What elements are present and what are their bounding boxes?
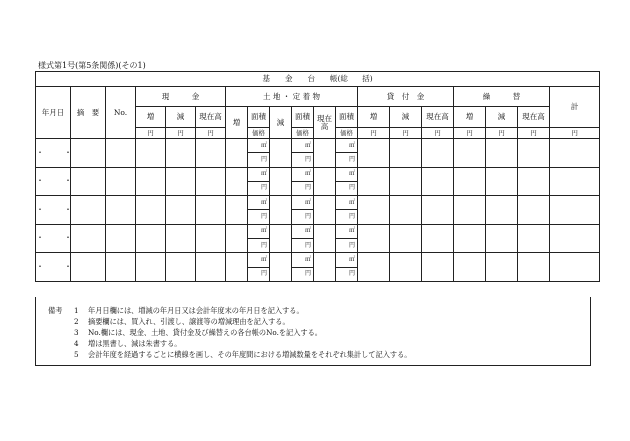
form-number-label: 様式第1号(第5条関係)(その1)	[38, 61, 146, 70]
notes-heading: 備考	[48, 306, 63, 315]
date-cell: ・ ・	[36, 167, 71, 196]
note-item	[74, 350, 411, 360]
note-text: 増は黒書し、減は朱書する。	[88, 339, 182, 348]
cash-cell	[166, 139, 196, 168]
sqm-unit: ㎡	[336, 196, 358, 210]
note-text: 摘要欄には、買入れ、引渡し、譲渡等の増減理由を記入する。	[88, 317, 290, 326]
sqm-unit: ㎡	[336, 139, 358, 153]
yen-unit: 円	[336, 181, 358, 195]
amount-cell	[422, 253, 454, 282]
land-value-cell	[270, 224, 292, 253]
ledger-title: 基 金 台 帳(総 括)	[36, 72, 600, 87]
note-number: 3	[74, 328, 79, 337]
yen-unit: 円	[292, 267, 314, 281]
yen-unit: 円	[136, 128, 166, 139]
yen-unit: 円	[292, 239, 314, 253]
yen-unit: 円	[292, 210, 314, 224]
amount-cell	[518, 167, 550, 196]
amount-cell	[454, 253, 486, 282]
header-cash: 現 金	[136, 87, 226, 107]
amount-cell	[454, 224, 486, 253]
land-value-cell	[270, 196, 292, 225]
table-row	[36, 139, 600, 153]
yen-unit: 円	[486, 128, 518, 139]
land-value-cell	[270, 167, 292, 196]
header-summary: 摘 要	[71, 87, 106, 139]
amount-cell	[550, 253, 600, 282]
yen-unit: 円	[336, 210, 358, 224]
land-inc-price: 価格	[248, 128, 270, 139]
cash-cell	[136, 253, 166, 282]
cash-cell	[196, 253, 226, 282]
cash-cell	[136, 139, 166, 168]
amount-cell	[390, 139, 422, 168]
amount-cell	[550, 167, 600, 196]
note-text: 年月日欄には、増減の年月日又は会計年度末の年月日を記入する。	[88, 306, 304, 315]
cash-cell	[166, 167, 196, 196]
note-item	[74, 339, 181, 349]
sqm-unit: ㎡	[248, 253, 270, 267]
header-land: 土 地 ・ 定 着 物	[226, 87, 358, 107]
note-number: 4	[74, 339, 79, 348]
cash-cell	[136, 196, 166, 225]
sqm-unit: ㎡	[292, 167, 314, 181]
amount-cell	[358, 196, 390, 225]
yen-unit: 円	[422, 128, 454, 139]
yen-unit: 円	[248, 239, 270, 253]
amount-cell	[486, 139, 518, 168]
amount-cell	[550, 139, 600, 168]
transfer-increase: 増	[454, 107, 486, 128]
land-bal-area: 面積	[336, 107, 358, 128]
note-text: 会計年度を経過するごとに横線を画し、その年度間における増減数量をそれぞれ集計して記入する。	[88, 350, 412, 359]
yen-unit: 円	[518, 128, 550, 139]
table-row	[36, 253, 600, 267]
yen-unit: 円	[390, 128, 422, 139]
cash-increase: 増	[136, 107, 166, 128]
amount-cell	[518, 253, 550, 282]
land-value-cell	[226, 167, 248, 196]
no-cell	[106, 224, 136, 253]
land-value-cell	[314, 139, 336, 168]
land-value-cell	[314, 196, 336, 225]
land-inc-area: 面積	[248, 107, 270, 128]
no-cell	[106, 253, 136, 282]
sqm-unit: ㎡	[292, 253, 314, 267]
sqm-unit: ㎡	[292, 139, 314, 153]
sqm-unit: ㎡	[248, 139, 270, 153]
cash-cell	[166, 253, 196, 282]
yen-unit: 円	[248, 267, 270, 281]
date-cell: ・ ・	[36, 139, 71, 168]
land-increase: 増	[226, 107, 248, 139]
note-number: 1	[74, 306, 79, 315]
land-value-cell	[226, 139, 248, 168]
header-total: 計	[550, 87, 600, 128]
sqm-unit: ㎡	[248, 196, 270, 210]
note-text: No.欄には、現金、土地、貸付金及び繰替えの各台帳のNo.を記入する。	[88, 328, 322, 337]
header-no: No.	[106, 87, 136, 139]
yen-unit: 円	[358, 128, 390, 139]
transfer-decrease: 減	[486, 107, 518, 128]
amount-cell	[390, 167, 422, 196]
amount-cell	[454, 139, 486, 168]
date-cell: ・ ・	[36, 196, 71, 225]
cash-balance: 現在高	[196, 107, 226, 128]
sqm-unit: ㎡	[292, 196, 314, 210]
table-row	[36, 196, 600, 210]
transfer-balance: 現在高	[518, 107, 550, 128]
header-date: 年月日	[36, 87, 71, 139]
amount-cell	[518, 224, 550, 253]
amount-cell	[486, 224, 518, 253]
amount-cell	[390, 196, 422, 225]
yen-unit: 円	[550, 128, 600, 139]
no-cell	[106, 196, 136, 225]
sqm-unit: ㎡	[336, 224, 358, 238]
land-dec-area: 面積	[292, 107, 314, 128]
date-cell: ・ ・	[36, 253, 71, 282]
note-number: 2	[74, 317, 79, 326]
land-value-cell	[226, 196, 248, 225]
cash-cell	[196, 196, 226, 225]
sqm-unit: ㎡	[336, 253, 358, 267]
sqm-unit: ㎡	[336, 167, 358, 181]
amount-cell	[358, 224, 390, 253]
amount-cell	[422, 139, 454, 168]
cash-cell	[136, 167, 166, 196]
land-value-cell	[226, 224, 248, 253]
sqm-unit: ㎡	[248, 224, 270, 238]
amount-cell	[454, 167, 486, 196]
yen-unit: 円	[196, 128, 226, 139]
amount-cell	[422, 224, 454, 253]
amount-cell	[486, 167, 518, 196]
yen-unit: 円	[292, 181, 314, 195]
amount-cell	[486, 253, 518, 282]
amount-cell	[550, 196, 600, 225]
table-row	[36, 224, 600, 238]
sqm-unit: ㎡	[292, 224, 314, 238]
header-transfer: 繰 替	[454, 87, 550, 107]
table-row	[36, 167, 600, 181]
cash-cell	[196, 224, 226, 253]
note-item	[74, 306, 304, 316]
note-number: 5	[74, 350, 79, 359]
amount-cell	[518, 196, 550, 225]
notes-section	[35, 297, 591, 366]
no-cell	[106, 167, 136, 196]
amount-cell	[390, 253, 422, 282]
loan-balance: 現在高	[422, 107, 454, 128]
amount-cell	[550, 224, 600, 253]
amount-cell	[390, 224, 422, 253]
amount-cell	[518, 139, 550, 168]
sqm-unit: ㎡	[248, 167, 270, 181]
amount-cell	[358, 167, 390, 196]
yen-unit: 円	[166, 128, 196, 139]
land-value-cell	[270, 139, 292, 168]
loan-decrease: 減	[390, 107, 422, 128]
yen-unit: 円	[248, 210, 270, 224]
header-loan: 貸 付 金	[358, 87, 454, 107]
loan-increase: 増	[358, 107, 390, 128]
land-dec-price: 価格	[292, 128, 314, 139]
yen-unit: 円	[454, 128, 486, 139]
yen-unit: 円	[248, 153, 270, 167]
date-cell: ・ ・	[36, 224, 71, 253]
note-item	[74, 317, 290, 327]
no-cell	[106, 139, 136, 168]
yen-unit: 円	[248, 181, 270, 195]
amount-cell	[358, 253, 390, 282]
amount-cell	[454, 196, 486, 225]
yen-unit: 円	[292, 153, 314, 167]
ledger-data-rows	[36, 139, 600, 282]
amount-cell	[358, 139, 390, 168]
land-value-cell	[314, 224, 336, 253]
fund-ledger-table	[35, 71, 600, 282]
cash-cell	[136, 224, 166, 253]
cash-cell	[166, 196, 196, 225]
amount-cell	[422, 196, 454, 225]
land-value-cell	[270, 253, 292, 282]
cash-cell	[196, 167, 226, 196]
cash-decrease: 減	[166, 107, 196, 128]
yen-unit: 円	[336, 153, 358, 167]
yen-unit: 円	[336, 239, 358, 253]
land-value-cell	[314, 253, 336, 282]
amount-cell	[486, 196, 518, 225]
yen-unit: 円	[336, 267, 358, 281]
amount-cell	[422, 167, 454, 196]
land-bal-price: 価格	[336, 128, 358, 139]
cash-cell	[196, 139, 226, 168]
land-value-cell	[314, 167, 336, 196]
note-item	[74, 328, 322, 338]
cash-cell	[166, 224, 196, 253]
land-balance: 現在高	[314, 107, 336, 139]
land-value-cell	[226, 253, 248, 282]
land-decrease: 減	[270, 107, 292, 139]
